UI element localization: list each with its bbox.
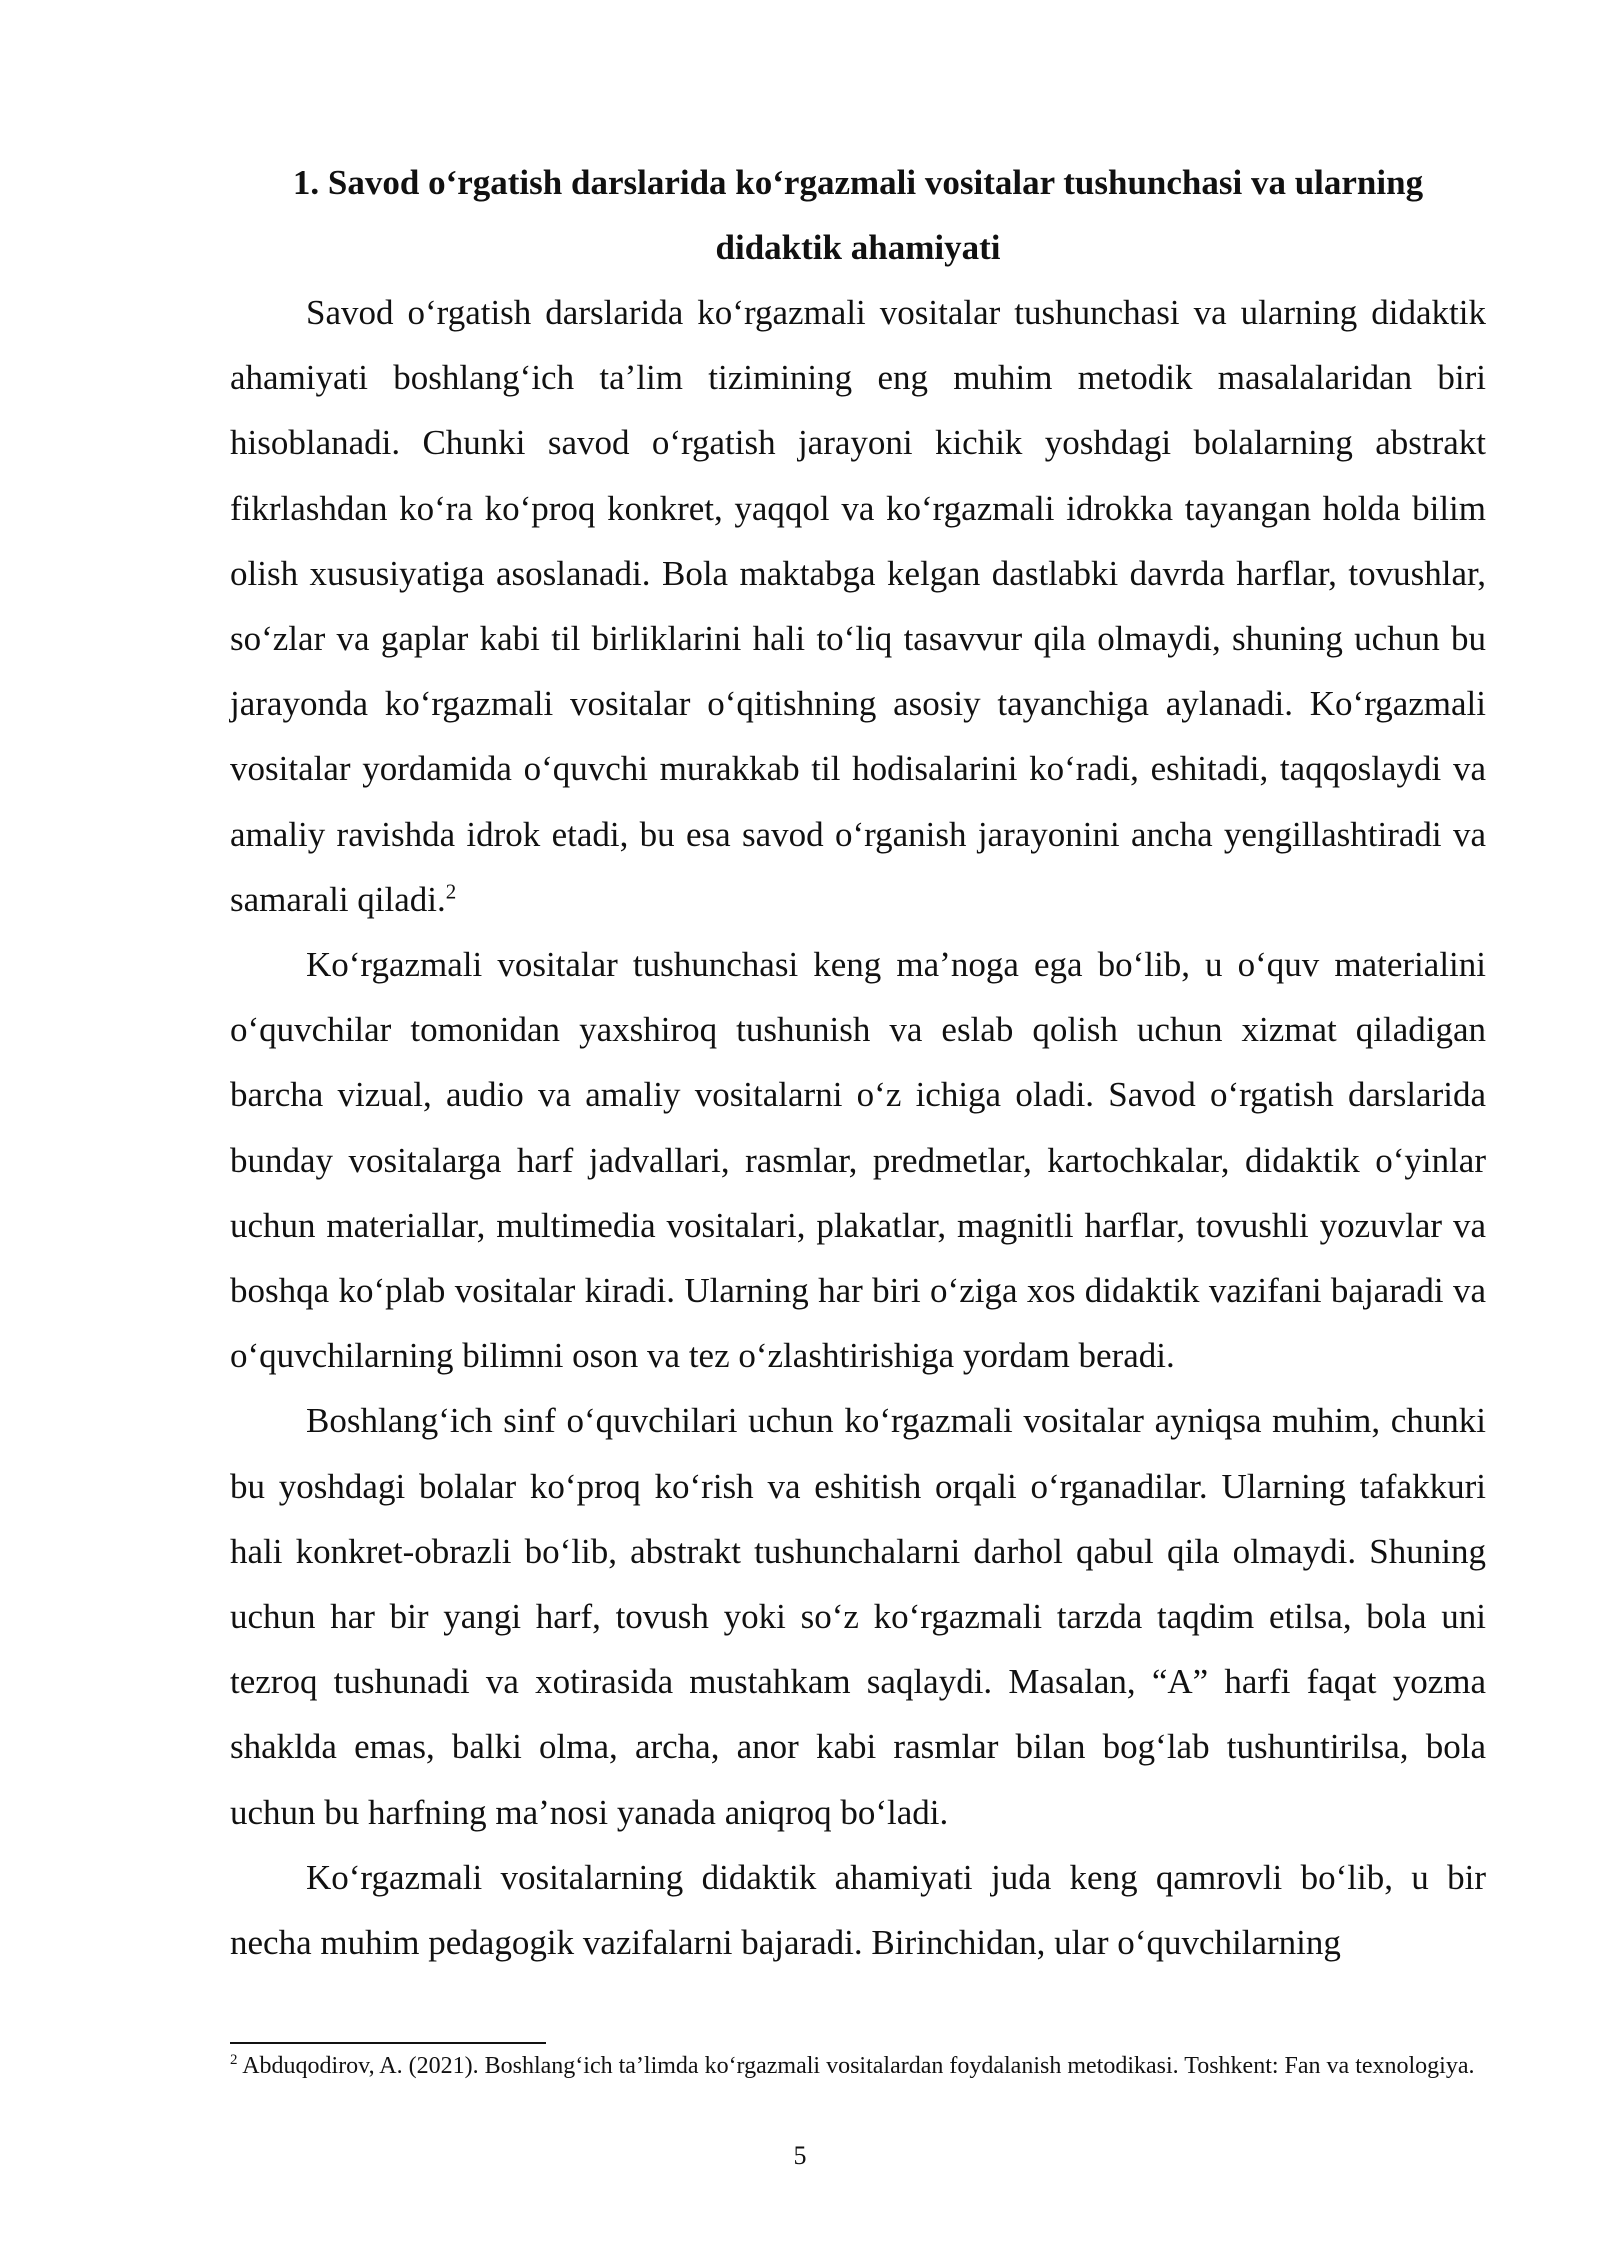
page-number: 5 xyxy=(793,2141,807,2170)
section-heading: 1. Savod oʻrgatish darslarida koʻrgazmali vositalar tushunchasi va ularning didaktik ahamiyati xyxy=(292,163,1424,267)
footnote-number: 2 xyxy=(230,2052,238,2068)
footnote xyxy=(230,2050,1486,2083)
footnote-reference[interactable]: 2 xyxy=(445,879,457,904)
footnote-separator xyxy=(230,2042,546,2044)
footnote-text: Abduqodirov, A. (2021). Boshlangʻich taʼlimda koʻrgazmali vositalardan foydalanish metodikasi. Toshkent: Fan va texnologiya. xyxy=(242,2053,1475,2079)
paragraph-2: Koʻrgazmali vositalar tushunchasi keng maʼnoga ega boʻlib, u oʻquv materialini oʻquvchilar tomonidan yaxshiroq tushunish va eslab qolish uchun xizmat qiladigan barcha vizual, audio va amaliy vositalarni oʻz ichiga oladi. Savod oʻrgatish darslarida bunday vositalarga harf jadvallari, rasmlar, predmetlar, kartochkalar, didaktik oʻyinlar uchun materiallar, multimedia vositalari, plakatlar, magnitli harflar, tovushli yozuvlar va boshqa koʻplab vositalar kiradi. Ularning har biri oʻziga xos didaktik vazifani bajaradi va oʻquvchilarning bilimni oson va tez oʻzlashtirishiga yordam beradi. xyxy=(230,945,1486,1376)
paragraph-1 xyxy=(230,280,1486,932)
paragraph-1-text: Savod oʻrgatish darslarida koʻrgazmali vositalar tushunchasi va ularning didaktik ahamiyati boshlangʻich taʼlim tizimining eng muhim metodik masalalaridan biri hisoblanadi. Chunki savod oʻrgatish jarayoni kichik yoshdagi bolalarning abstrakt fikrlashdan koʻra koʻproq konkret, yaqqol va koʻrgazmali idrokka tayangan holda bilim olish xususiyatiga asoslanadi. Bola maktabga kelgan dastlabki davrda harflar, tovushlar, soʻzlar va gaplar kabi til birliklarini hali toʻliq tasavvur qila olmaydi, shuning uchun bu jarayonda koʻrgazmali vositalar oʻqitishning asosiy tayanchiga aylanadi. Koʻrgazmali vositalar yordamida oʻquvchi murakkab til hodisalarini koʻradi, eshitadi, taqqoslaydi va amaliy ravishda idrok etadi, bu esa savod oʻrganish jarayonini ancha yengillashtiradi va samarali qiladi. xyxy=(230,293,1486,919)
page-body xyxy=(230,150,1486,1975)
paragraph-4: Koʻrgazmali vositalarning didaktik ahamiyati juda keng qamrovli boʻlib, u bir necha muhim pedagogik vazifalarni bajaradi. Birinchidan, ular oʻquvchilarning xyxy=(230,1857,1486,1963)
paragraph-3: Boshlangʻich sinf oʻquvchilari uchun koʻrgazmali vositalar ayniqsa muhim, chunki bu yoshdagi bolalar koʻproq koʻrish va eshitish orqali oʻrganadilar. Ularning tafakkuri hali konkret-obrazli boʻlib, abstrakt tushunchalarni darhol qabul qila olmaydi. Shuning uchun har bir yangi harf, tovush yoki soʻz koʻrgazmali tarzda taqdim etilsa, bola uni tezroq tushunadi va xotirasida mustahkam saqlaydi. Masalan, “A” harfi faqat yozma shaklda emas, balki olma, archa, anor kabi rasmlar bilan bogʻlab tushuntirilsa, bola uchun bu harfning maʼnosi yanada aniqroq boʻladi. xyxy=(230,1401,1486,1832)
